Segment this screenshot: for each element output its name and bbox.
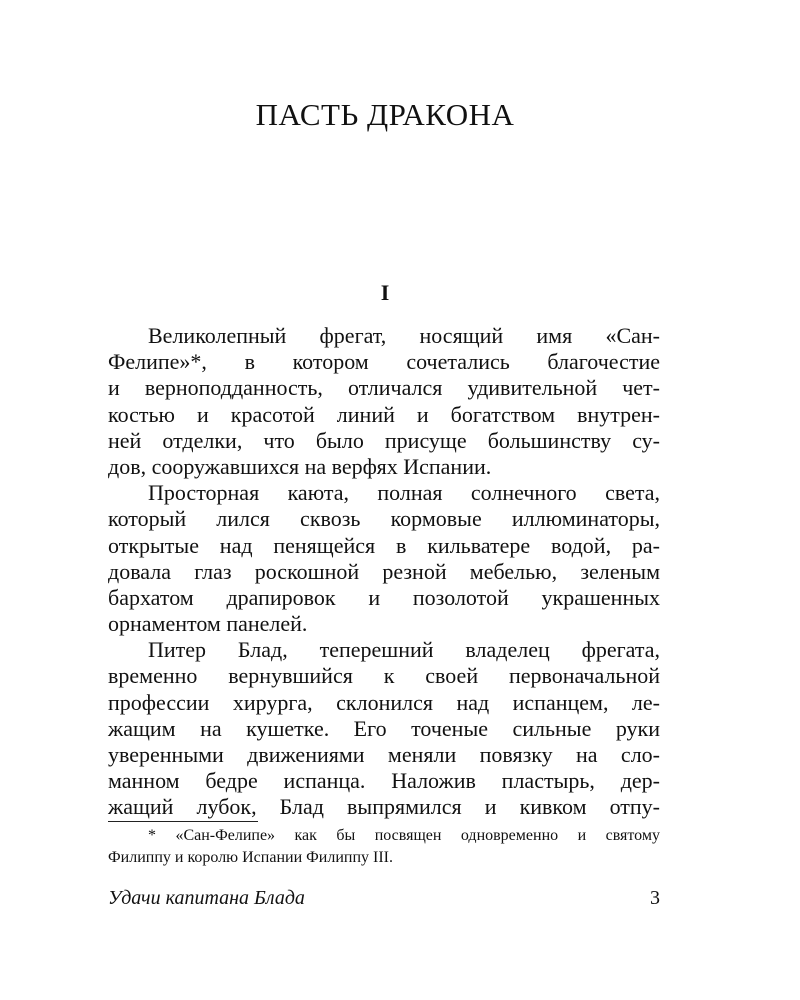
text-line: Великолепный фрегат, носящий имя «Сан- (148, 323, 660, 348)
running-title: Удачи капитана Блада (108, 887, 305, 909)
text-line: который лился сквозь кормовые иллюминаторы, (108, 506, 660, 532)
text-line: и верноподданность, отличался удивительной чет- (108, 375, 660, 401)
footnote (108, 825, 660, 869)
text-line: Питер Блад, теперешний владелец фрегата, (148, 637, 660, 663)
text-line: профессии хирурга, склонился над испанцем, ле- (108, 689, 660, 715)
text-line: довала глаз роскошной резной мебелью, зеленым (108, 558, 660, 584)
footnote-line: * «Сан-Фелипе» как бы посвящен одновременно и святому (148, 827, 660, 844)
text-line: открытые над пенящейся в кильватере водой, ра- (108, 532, 660, 558)
page-title: ПАСТЬ ДРАКОНА (255, 97, 515, 132)
text-line: Просторная каюта, полная солнечного света, (148, 480, 660, 506)
text-line: орнаментом панелей. (108, 611, 308, 637)
text-line: манном бедре испанца. Наложив пластырь, дер- (108, 768, 660, 794)
text-line: жащий лубок, Блад выпрямился и кивком отпу- (108, 794, 660, 820)
text-line: ней отделки, что было присуще большинству су- (108, 427, 660, 453)
text-line: костью и красотой линий и богатством внутрен- (108, 401, 660, 427)
footnote-line: Филиппу и королю Испании Филиппу III. (108, 849, 393, 866)
text-line: уверенными движениями меняли повязку на сло- (108, 742, 660, 767)
text-line: жащим на кушетке. Его точеные сильные руки (108, 715, 660, 741)
text-line: временно вернувшийся к своей первоначальной (108, 663, 660, 689)
text-line: бархатом драпировок и позолотой украшенных (108, 584, 660, 610)
text-line: Фелипе»*, в котором сочетались благочестие (108, 349, 660, 375)
chapter-number: I (380, 280, 390, 305)
body-text (108, 323, 660, 821)
text-line: дов, сооружавшихся на верфях Испании. (108, 453, 492, 479)
page-number: 3 (650, 887, 660, 909)
footnote-divider (108, 821, 258, 822)
